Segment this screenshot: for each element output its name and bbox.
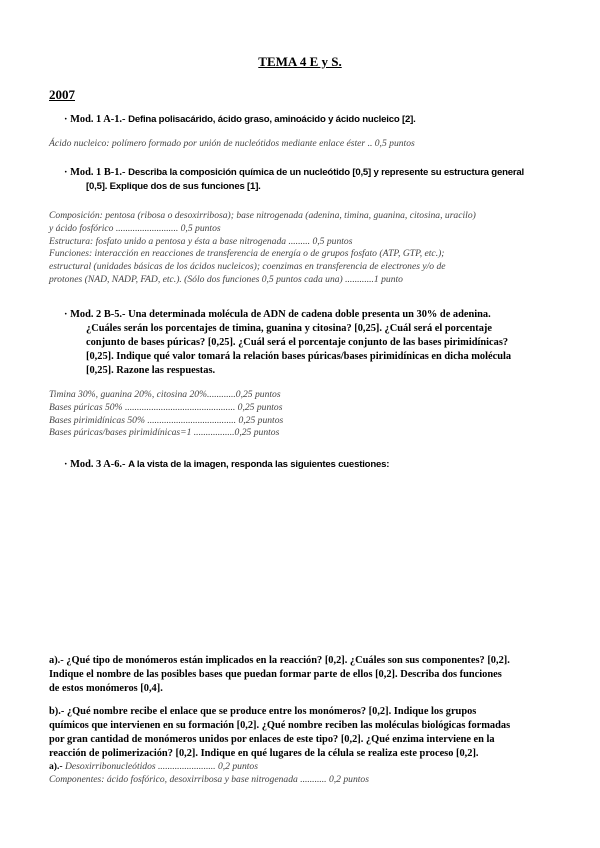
answer-text: Desoxirribonucleótidos ........................ 0,2 puntos — [65, 761, 258, 772]
document-title: TEMA 4 E y S. — [258, 54, 342, 69]
answer-line: Componentes: ácido fosfórico, desoxirribosa y base nitrogenada ........... 0,2 puntos — [49, 773, 369, 785]
question-line: reacción de polimerización? [0,2]. Indique en qué lugares de la célula se realiza este proceso [0,2]. — [49, 748, 479, 759]
year-heading: 2007 — [49, 87, 75, 102]
question-mod1-b1 — [64, 166, 554, 194]
question-line: químicos que intervienen en su formación [0,2]. ¿Qué nombre reciben las moléculas biológicas formadas — [49, 720, 511, 731]
answer-part-a — [49, 761, 559, 787]
question-part-a — [49, 654, 559, 696]
question-label: · Mod. 3 A-6.- — [64, 459, 126, 470]
question-text-continued: [0,5]. Explique dos de sus funciones [1]. — [86, 181, 261, 192]
question-mod2-b5 — [64, 308, 554, 378]
question-text-continued: [0,25]. Razone las respuestas. — [86, 365, 216, 376]
question-label: · Mod. 1 B-1.- — [64, 167, 126, 178]
answer-line: Bases púricas/bases pirimidínicas=1 .................0,25 puntos — [49, 427, 280, 439]
answer-line: Composición: pentosa (ribosa o desoxirribosa); base nitrogenada (adenina, timina, guanina, citosina, uracilo) — [49, 210, 476, 221]
question-line: Indique el nombre de las posibles bases que puedan formar parte de ellos [0,2]. Describa dos funciones — [49, 669, 502, 680]
answer-line: Funciones: interacción en reacciones de transferencia de energía o de grupos fosfato (ATP, GTP, etc.); — [49, 248, 445, 260]
question-line: de estos monómeros [0,4]. — [49, 683, 163, 694]
answer-line: Bases púricas 50% .............................................. 0,25 puntos — [49, 401, 283, 413]
answer-line: estructural (unidades básicas de los ácidos nucleicos); coenzimas en transferencia de electrones y/o de — [49, 261, 446, 273]
question-text-continued: conjunto de bases púricas? [0,25]. ¿Cuál será el porcentaje conjunto de las bases pirimidínicas? — [86, 337, 509, 348]
answer-line: Estructura: fosfato unido a pentosa y ésta a base nitrogenada ......... 0,5 puntos — [49, 235, 353, 247]
question-mod1-a1 — [64, 113, 554, 127]
question-line: a).- ¿Qué tipo de monómeros están implicados en la reacción? [0,2]. ¿Cuáles son sus componentes? [0,2]. — [49, 655, 510, 666]
question-label: · Mod. 2 B-5.- — [64, 309, 126, 320]
question-line: b).- ¿Qué nombre recibe el enlace que se produce entre los monómeros? [0,2]. Indique los grupos — [49, 706, 477, 717]
question-text: Defina polisacárido, ácido graso, aminoácido y ácido nucleico [2]. — [128, 114, 416, 125]
answer-mod1-b1 — [49, 210, 559, 287]
question-text-continued: [0,25]. Indique qué valor tomará la relación bases púricas/bases pirimidínicas en dicha molécula — [86, 351, 512, 362]
question-text: A la vista de la imagen, responda las siguientes cuestiones: — [128, 459, 390, 470]
question-text: Describa la composición química de un nucleótido [0,5] y represente su estructura general — [128, 167, 525, 178]
question-line: por gran cantidad de monómeros unidos por enlaces de este tipo? [0,2]. ¿Qué enzima interviene en la — [49, 734, 495, 745]
answer-line: Bases pirimidínicas 50% ..................................... 0,25 puntos — [49, 414, 284, 426]
answer-mod2-b5 — [49, 389, 559, 440]
answer-line: protones (NAD, NADP, FAD, etc.). (Sólo dos funciones 0,5 puntos cada una) ............1 punto — [49, 273, 403, 285]
reaction-image-placeholder — [49, 478, 559, 643]
answer-line: y ácido fosfórico .......................... 0,5 puntos — [49, 222, 221, 234]
answer-line — [49, 761, 559, 774]
question-part-b — [49, 705, 559, 761]
question-text-continued: ¿Cuáles serán los porcentajes de timina, guanina y citosina? [0,25]. ¿Cuál será el porcentaje — [86, 323, 492, 334]
answer-mod1-a1: Ácido nucleico: polímero formado por unión de nucleótidos mediante enlace éster .. 0,5 puntos — [49, 138, 415, 149]
answer-line: Timina 30%, guanina 20%, citosina 20%............0,25 puntos — [49, 389, 281, 400]
question-label: · Mod. 1 A-1.- — [64, 114, 126, 125]
answer-prefix: a).- — [49, 761, 63, 772]
question-mod3-a6 — [64, 458, 554, 472]
question-text: Una determinada molécula de ADN de cadena doble presenta un 30% de adenina. — [128, 309, 491, 320]
